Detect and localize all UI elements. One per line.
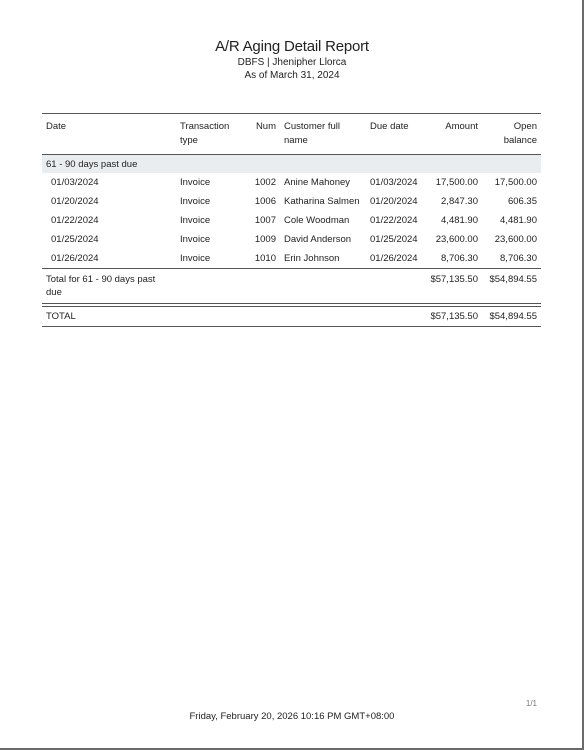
table-row [42, 211, 541, 230]
subtotal-amount: $57,135.50 [426, 269, 482, 304]
cell-transaction-type: Invoice [180, 177, 211, 188]
cell-customer: Katharina Salmen [284, 196, 360, 207]
cell-num: 1010 [254, 253, 276, 264]
total-amount: $57,135.50 [426, 307, 482, 327]
report-subtitle: DBFS | Jhenipher Llorca [237, 57, 347, 68]
column-header-due-date: Due date [366, 114, 426, 155]
cell-open-balance: 17,500.00 [494, 177, 537, 188]
aging-table [42, 113, 541, 327]
cell-transaction-type: Invoice [180, 253, 211, 264]
cell-customer: Anine Mahoney [284, 177, 351, 188]
table-row [42, 173, 541, 192]
cell-date: 01/03/2024 [51, 177, 99, 188]
cell-amount: 8,706.30 [441, 253, 478, 264]
column-header-num: Num [248, 114, 280, 155]
subtotal-label: Total for 61 - 90 days past due [42, 269, 248, 304]
total-label: TOTAL [42, 307, 176, 327]
page-number: 1/1 [525, 699, 537, 708]
cell-date: 01/22/2024 [51, 215, 99, 226]
table-header-row [42, 114, 541, 155]
cell-transaction-type: Invoice [180, 196, 211, 207]
column-header-open-balance: Open balance [482, 114, 541, 155]
table-row [42, 192, 541, 211]
cell-open-balance: 4,481.90 [500, 215, 537, 226]
cell-amount: 2,847.30 [441, 196, 478, 207]
group-subtotal-row [42, 269, 541, 304]
cell-due-date: 01/22/2024 [370, 215, 418, 226]
cell-customer: David Anderson [284, 234, 352, 245]
cell-open-balance: 23,600.00 [494, 234, 537, 245]
group-header-row [42, 155, 541, 174]
cell-date: 01/26/2024 [51, 253, 99, 264]
subtotal-open-balance: $54,894.55 [482, 269, 541, 304]
column-header-transaction-type: Transaction type [176, 114, 248, 155]
report-as-of-date: As of March 31, 2024 [244, 70, 340, 81]
cell-date: 01/20/2024 [51, 196, 99, 207]
cell-due-date: 01/03/2024 [370, 177, 418, 188]
cell-num: 1007 [254, 215, 276, 226]
table-row [42, 249, 541, 269]
group-label: 61 - 90 days past due [42, 155, 541, 174]
grand-total-row [42, 307, 541, 327]
cell-amount: 17,500.00 [435, 177, 478, 188]
cell-transaction-type: Invoice [180, 215, 211, 226]
column-header-date: Date [42, 114, 176, 155]
cell-customer: Erin Johnson [284, 253, 340, 264]
column-header-customer: Customer full name [280, 114, 366, 155]
report-title: A/R Aging Detail Report [215, 38, 369, 55]
table-row [42, 230, 541, 249]
cell-num: 1006 [254, 196, 276, 207]
total-open-balance: $54,894.55 [482, 307, 541, 327]
cell-open-balance: 606.35 [507, 196, 537, 207]
cell-due-date: 01/26/2024 [370, 253, 418, 264]
cell-num: 1009 [254, 234, 276, 245]
cell-due-date: 01/20/2024 [370, 196, 418, 207]
cell-open-balance: 8,706.30 [500, 253, 537, 264]
cell-amount: 4,481.90 [441, 215, 478, 226]
cell-due-date: 01/25/2024 [370, 234, 418, 245]
report-footer-timestamp: Friday, February 20, 2026 10:16 PM GMT+08:00 [189, 711, 395, 722]
column-header-amount: Amount [426, 114, 482, 155]
report-header [0, 38, 584, 81]
cell-date: 01/25/2024 [51, 234, 99, 245]
cell-num: 1002 [254, 177, 276, 188]
cell-transaction-type: Invoice [180, 234, 211, 245]
cell-customer: Cole Woodman [284, 215, 350, 226]
cell-amount: 23,600.00 [435, 234, 478, 245]
